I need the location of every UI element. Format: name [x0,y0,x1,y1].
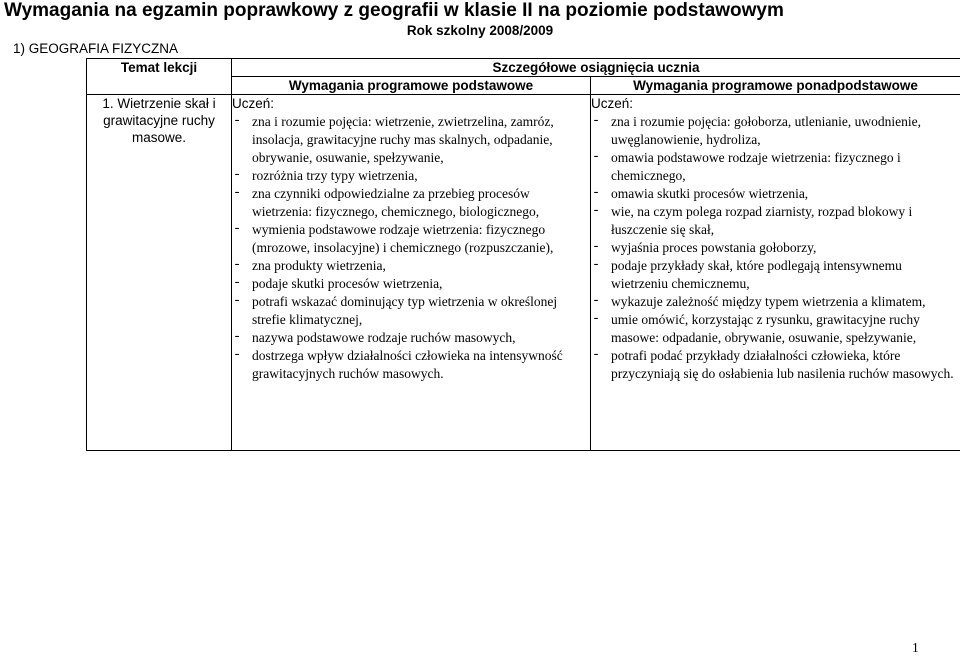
list-item: - omawia skutki procesów wietrzenia, [591,185,960,203]
header-achievements: Szczegółowe osiągnięcia ucznia [232,59,960,77]
list-item: - zna produkty wietrzenia, [232,257,590,275]
basic-requirements-list [232,113,590,383]
header-topic: Temat lekcji [87,59,232,95]
list-item: - rozróżnia trzy typy wietrzenia, [232,167,590,185]
extended-requirements-cell [591,95,960,451]
header-extended-requirements: Wymagania programowe ponadpodstawowe [591,77,960,95]
list-item: - wyjaśnia proces powstania gołoborzy, [591,239,960,257]
list-item: - zna czynniki odpowiedzialne za przebieg procesów wietrzenia: fizycznego, chemicznego, biologicznego, [232,185,590,221]
list-item: - wykazuje zależność między typem wietrzenia a klimatem, [591,293,960,311]
section-heading: 1) GEOGRAFIA FIZYCZNA [13,40,178,57]
school-year: Rok szkolny 2008/2009 [0,22,960,39]
list-item: - wymienia podstawowe rodzaje wietrzenia: fizycznego (mrozowe, insolacyjne) i chemicznego (rozpuszczanie), [232,221,590,257]
list-item: - dostrzega wpływ działalności człowieka na intensywność grawitacyjnych ruchów masowych. [232,347,590,383]
list-item: - nazywa podstawowe rodzaje ruchów masowych, [232,329,590,347]
list-item: - zna i rozumie pojęcia: gołoborza, utlenianie, uwodnienie, uwęglanowienie, hydroliza, [591,113,960,149]
basic-student-label: Uczeń: [232,95,590,113]
document-title: Wymagania na egzamin poprawkowy z geografii w klasie II na poziomie podstawowym [4,0,784,22]
topic-cell: 1. Wietrzenie skał i grawitacyjne ruchy masowe. [87,95,232,451]
extended-requirements-list [591,113,960,383]
page-number: 1 [912,640,919,656]
list-item: - podaje skutki procesów wietrzenia, [232,275,590,293]
list-item: - potrafi wskazać dominujący typ wietrzenia w określonej strefie klimatycznej, [232,293,590,329]
extended-student-label: Uczeń: [591,95,960,113]
list-item: - omawia podstawowe rodzaje wietrzenia: fizycznego i chemicznego, [591,149,960,185]
list-item: - wie, na czym polega rozpad ziarnisty, rozpad blokowy i łuszczenie się skał, [591,203,960,239]
list-item: - podaje przykłady skał, które podlegają intensywnemu wietrzeniu chemicznemu, [591,257,960,293]
basic-requirements-cell [232,95,591,451]
list-item: - zna i rozumie pojęcia: wietrzenie, zwietrzelina, zamróz, insolacja, grawitacyjne ruchy mas skalnych, odpadanie, obrywanie, osuwanie, spełzywanie, [232,113,590,167]
header-basic-requirements: Wymagania programowe podstawowe [232,77,591,95]
list-item: - umie omówić, korzystając z rysunku, grawitacyjne ruchy masowe: odpadanie, obrywanie, osuwanie, spełzywanie, [591,311,960,347]
requirements-table [86,58,960,451]
list-item: - potrafi podać przykłady działalności człowieka, które przyczyniają się do osłabienia lub nasilenia ruchów masowych. [591,347,960,383]
